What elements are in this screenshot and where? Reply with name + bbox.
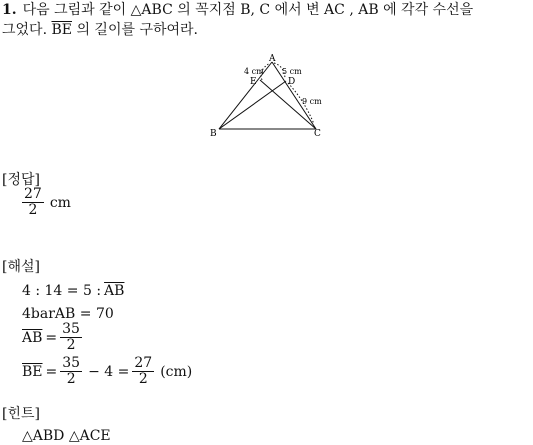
- solution-line-4: [22, 356, 195, 387]
- answer-numerator: 27: [24, 186, 42, 202]
- length-5cm-label: 5 cm: [282, 67, 302, 76]
- hint-line: [22, 427, 114, 445]
- solution-segment-ab-2: $\overline{AB}$: [22, 329, 43, 346]
- point-e-label: E: [250, 77, 257, 87]
- solution-numerator-a: 35: [62, 355, 81, 371]
- solution-line-1: [22, 282, 127, 300]
- solution-numerator-b: 27: [134, 355, 153, 371]
- length-4cm-label: 4 cm: [244, 67, 264, 76]
- vertex-a-label: A: [269, 54, 276, 64]
- solution-header: [해설]: [2, 259, 40, 275]
- answer-fraction: [22, 187, 47, 218]
- problem-text-2a: 그었다.: [2, 22, 52, 38]
- vertex-c-label: C: [314, 129, 321, 139]
- length-9cm-label: 9 cm: [302, 97, 322, 106]
- problem-text-2b: 의 길이를 구하여라.: [72, 22, 198, 38]
- solution-denominator-a: 2: [66, 371, 76, 387]
- hint-text: △ABD △ACE: [22, 428, 111, 444]
- solution-product: 4barAB = 70: [22, 306, 114, 322]
- solution-fraction-b: [132, 356, 157, 387]
- solution-fraction-35-2: [60, 322, 85, 353]
- solution-ratio: 4 : 14 = 5 :: [22, 283, 102, 299]
- segment-be-label: $\overline{BE}$: [51, 22, 72, 38]
- perpendicular-bd: [219, 81, 286, 129]
- solution-line-3: [22, 322, 88, 353]
- point-d-label: D: [288, 77, 296, 87]
- hint-header: [힌트]: [2, 406, 40, 422]
- solution-equals: =: [45, 329, 58, 346]
- vertex-b-label: B: [210, 129, 217, 139]
- solution-denominator-b: 2: [138, 371, 148, 387]
- problem-number: 1.: [2, 2, 17, 18]
- solution-denominator: 2: [66, 337, 76, 353]
- solution-unit: (cm): [160, 363, 193, 380]
- answer-unit: cm: [49, 194, 71, 211]
- solution-segment-ab: $\overline{AB}$: [104, 283, 125, 299]
- answer-header: [정답]: [2, 172, 40, 188]
- solution-minus: − 4 =: [88, 363, 130, 380]
- answer-line: [22, 187, 74, 218]
- solution-segment-be: $\overline{BE}$: [22, 363, 43, 380]
- solution-equals-2: =: [45, 363, 58, 380]
- problem-text-1: 다음 그림과 같이 △ABC 의 꼭지점 B, C 에서 변 AC , AB 에 각각 수선을: [22, 2, 474, 18]
- solution-fraction-a: [60, 356, 85, 387]
- solution-numerator: 35: [62, 321, 80, 337]
- answer-denominator: 2: [28, 202, 38, 218]
